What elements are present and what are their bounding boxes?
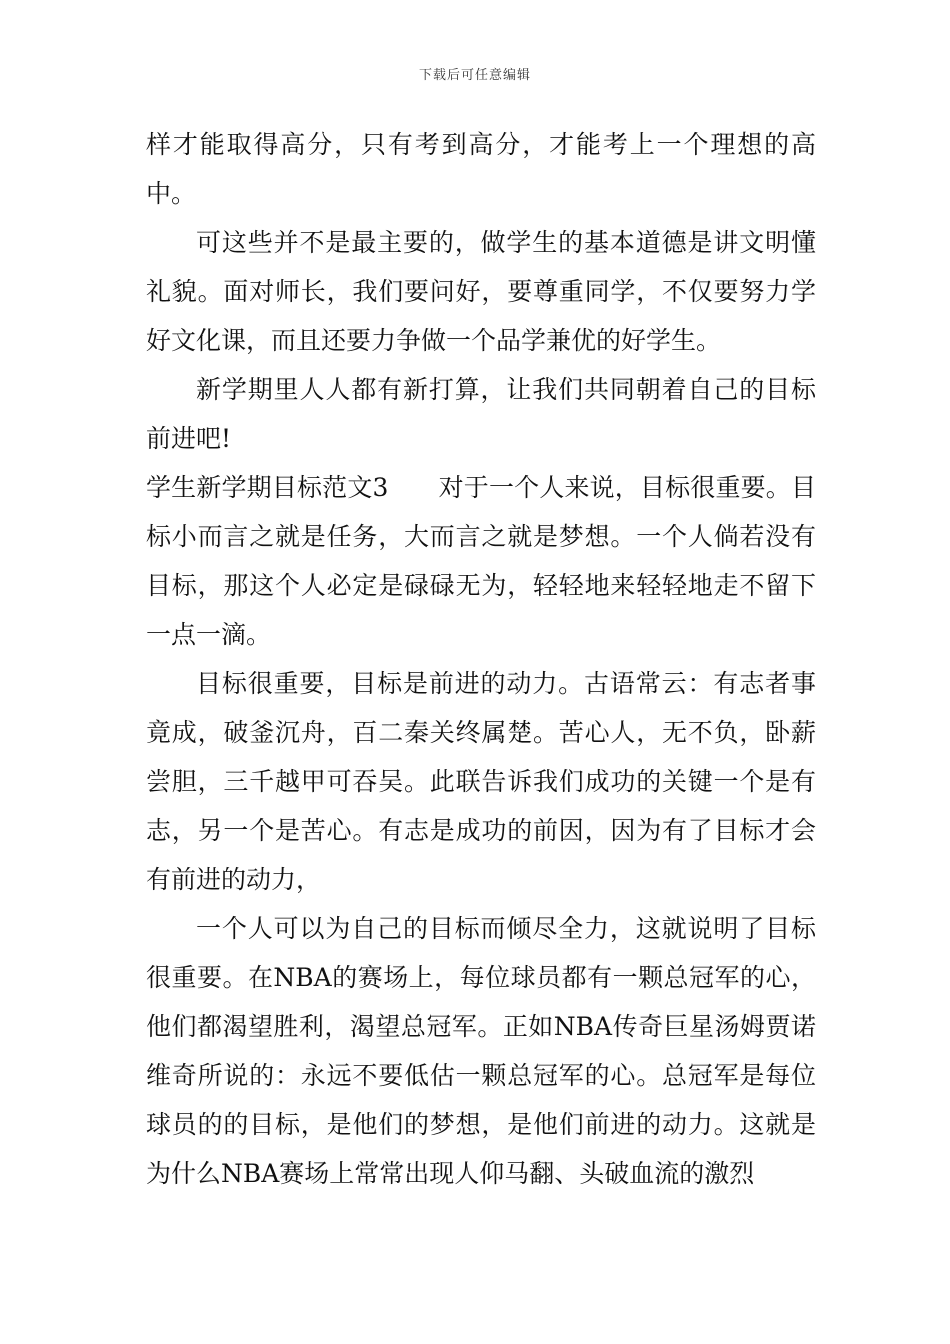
paragraph-continued: 样才能取得高分，只有考到高分，才能考上一个理想的高中。 xyxy=(146,130,816,208)
paragraph: 新学期里人人都有新打算，让我们共同朝着自己的目标前进吧! xyxy=(146,375,816,453)
paragraph: 目标很重要，目标是前进的动力。古语常云：有志者事竟成，破釜沉舟，百二秦关终属楚。苦心人，无不负，卧薪尝胆，三千越甲可吞吴。此联告诉我们成功的关键一个是有志，另一个是苦心。有志是成功的前因，因为有了目标才会有前进的动力， xyxy=(146,669,816,894)
page-header: 下载后可任意编辑 xyxy=(418,68,531,83)
paragraph: 可这些并不是最主要的，做学生的基本道德是讲文明懂礼貌。面对师长，我们要问好，要尊重同学，不仅要努力学好文化课，而且还要力争做一个品学兼优的好学生。 xyxy=(146,228,816,355)
document-body xyxy=(146,120,816,1198)
section-paragraph xyxy=(146,463,816,659)
section-heading: 学生新学期目标范文3 xyxy=(146,473,389,502)
section-paragraph-text: 对于一个人来说，目标很重要。目标小而言之就是任务，大而言之就是梦想。一个人倘若没有目标，那这个人必定是碌碌无为，轻轻地来轻轻地走不留下一点一滴。 xyxy=(146,473,816,649)
paragraph: 一个人可以为自己的目标而倾尽全力，这就说明了目标很重要。在NBA的赛场上，每位球员都有一颗总冠军的心，他们都渴望胜利，渴望总冠军。正如NBA传奇巨星汤姆贾诺维奇所说的：永远不要低估一颗总冠军的心。总冠军是每位球员的的目标，是他们的梦想，是他们前进的动力。这就是为什么NBA赛场上常常出现人仰马翻、头破血流的激烈 xyxy=(146,914,816,1188)
